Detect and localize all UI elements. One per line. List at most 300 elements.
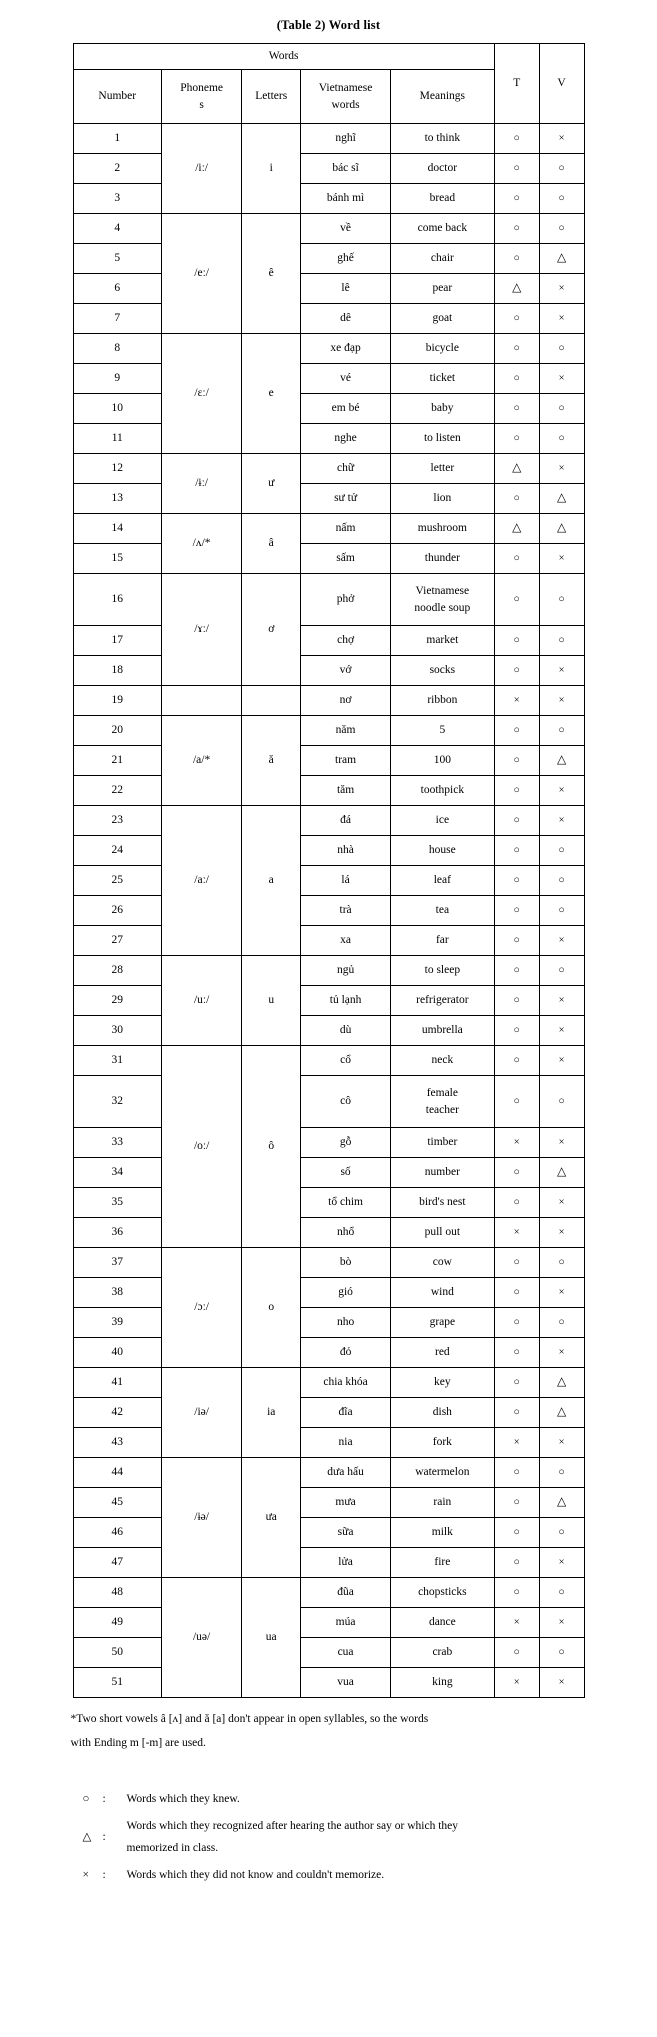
cell-number: 16 [73,574,162,626]
cell-mark-t [494,986,539,1016]
cell-phoneme: /eː/ [162,214,242,334]
circle-icon: ○ [558,875,565,887]
cell-number: 50 [73,1638,162,1668]
cell-number: 43 [73,1428,162,1458]
cross-icon: × [558,133,565,145]
cell-meaning: to listen [390,424,494,454]
legend-colon: : [102,1831,106,1844]
cell-meaning: far [390,926,494,956]
cell-mark-v [539,1188,584,1218]
cross-icon: × [513,1617,520,1629]
legend-text [127,1865,609,1887]
cell-vietnamese-word: nia [301,1428,391,1458]
cross-icon: × [558,1227,565,1239]
cell-meaning: chopsticks [390,1578,494,1608]
circle-icon: ○ [558,1467,565,1479]
cell-meaning: goat [390,304,494,334]
circle-icon: ○ [513,1407,520,1419]
cell-meaning: baby [390,394,494,424]
cell-mark-t [494,1398,539,1428]
cell-mark-v [539,956,584,986]
cell-number: 1 [73,124,162,154]
cell-mark-t [494,716,539,746]
cross-icon: × [513,1227,520,1239]
header-col-t: T [494,44,539,124]
cell-vietnamese-word: chia khóa [301,1368,391,1398]
cell-number: 8 [73,334,162,364]
cell-vietnamese-word: tram [301,746,391,776]
legend-row [83,1816,609,1860]
table-row [73,1578,584,1608]
legend-text [127,1816,609,1860]
cross-icon: × [558,373,565,385]
table-row [73,806,584,836]
cell-number: 6 [73,274,162,304]
cell-phoneme: /aː/ [162,806,242,956]
cell-vietnamese-word: nghĩ [301,124,391,154]
circle-icon: ○ [513,433,520,445]
table-row [73,1188,584,1218]
cell-number: 11 [73,424,162,454]
cell-mark-v [539,214,584,244]
cell-meaning: milk [390,1518,494,1548]
cell-number: 7 [73,304,162,334]
cell-meaning: dish [390,1398,494,1428]
circle-icon: ○ [558,343,565,355]
circle-icon: ○ [513,935,520,947]
cell-letter: ê [242,214,301,334]
cross-icon: × [558,1025,565,1037]
circle-icon: ○ [513,1025,520,1037]
circle-icon: ○ [558,725,565,737]
cell-number: 48 [73,1578,162,1608]
table-row [73,1428,584,1458]
cell-meaning-line2: noodle soup [414,601,471,614]
cell-vietnamese-word: sư tử [301,484,391,514]
cross-icon: × [558,1617,565,1629]
circle-icon: ○ [513,1197,520,1209]
cell-mark-t [494,1128,539,1158]
cross-icon: × [558,1137,565,1149]
cell-mark-v [539,454,584,484]
cell-number: 42 [73,1398,162,1428]
cell-phoneme: /ʌ/* [162,514,242,574]
cell-number: 32 [73,1076,162,1128]
cell-meaning: to sleep [390,956,494,986]
table-row [73,866,584,896]
cell-meaning: socks [390,656,494,686]
cell-meaning: pear [390,274,494,304]
table-footnote [69,1707,589,1755]
circle-icon: ○ [513,1587,520,1599]
cell-mark-t [494,1248,539,1278]
header-col-phonemes-line1: Phoneme [180,81,224,94]
table-row [73,424,584,454]
cell-mark-t [494,574,539,626]
cell-mark-v [539,394,584,424]
cell-meaning: wind [390,1278,494,1308]
cell-mark-v [539,1046,584,1076]
cell-mark-t [494,1608,539,1638]
cell-letter: e [242,334,301,454]
circle-icon: ○ [513,1647,520,1659]
table-row [73,514,584,544]
table-row [73,656,584,686]
legend-colon: : [102,1793,106,1806]
cell-vietnamese-word: đĩa [301,1398,391,1428]
cell-mark-t [494,1578,539,1608]
legend-colon: : [102,1868,106,1881]
cell-mark-v [539,1428,584,1458]
cell-number: 29 [73,986,162,1016]
cell-mark-v [539,124,584,154]
cell-mark-t [494,1278,539,1308]
cell-vietnamese-word: trà [301,896,391,926]
circle-icon: ○ [513,193,520,205]
circle-icon: ○ [513,995,520,1007]
table-row [73,1278,584,1308]
cell-vietnamese-word: cua [301,1638,391,1668]
circle-icon: ○ [513,785,520,797]
circle-icon: ○ [558,965,565,977]
cell-mark-v [539,1076,584,1128]
cell-number: 24 [73,836,162,866]
table-row [73,1398,584,1428]
cross-icon: × [513,1437,520,1449]
cell-meaning: letter [390,454,494,484]
cell-mark-v [539,806,584,836]
circle-icon: ○ [558,635,565,647]
circle-icon: ○ [513,815,520,827]
cell-mark-t [494,1016,539,1046]
cell-vietnamese-word: bác sĩ [301,154,391,184]
triangle-icon: △ [556,250,567,265]
cell-letter: ưa [242,1458,301,1578]
header-col-phonemes [162,70,242,124]
cell-mark-v [539,1518,584,1548]
cell-number: 12 [73,454,162,484]
cell-vietnamese-word: lê [301,274,391,304]
table-row [73,214,584,244]
circle-icon: ○ [513,253,520,265]
table-row [73,716,584,746]
circle-icon: ○ [513,1467,520,1479]
cell-mark-v [539,184,584,214]
cell-meaning: mushroom [390,514,494,544]
cell-phoneme: /ɨə/ [162,1458,242,1578]
footnote-line-1: *Two short vowels â [ʌ] and ă [a] don't appear in open syllables, so the words [70,1713,429,1725]
cell-mark-t [494,514,539,544]
cell-mark-v [539,484,584,514]
cell-vietnamese-word: năm [301,716,391,746]
circle-icon: ○ [513,553,520,565]
cell-vietnamese-word: xa [301,926,391,956]
cell-mark-v [539,926,584,956]
cell-vietnamese-word: phở [301,574,391,626]
cross-icon: × [558,785,565,797]
cell-number: 38 [73,1278,162,1308]
cell-mark-t [494,866,539,896]
cell-mark-t [494,304,539,334]
cell-vietnamese-word: nhổ [301,1218,391,1248]
cell-letter: i [242,124,301,214]
cell-number: 22 [73,776,162,806]
cell-meaning: bird's nest [390,1188,494,1218]
table-row [73,686,584,716]
cell-meaning: tea [390,896,494,926]
triangle-icon: △ [556,1164,567,1179]
cell-vietnamese-word: gỗ [301,1128,391,1158]
cell-number: 37 [73,1248,162,1278]
cross-icon: × [513,695,520,707]
circle-icon: ○ [558,1527,565,1539]
cell-vietnamese-word: nghe [301,424,391,454]
cell-phoneme: /ɛː/ [162,334,242,454]
cell-mark-v [539,656,584,686]
header-row-group [73,44,584,70]
cell-meaning: refrigerator [390,986,494,1016]
cell-letter: â [242,514,301,574]
cell-vietnamese-word: múa [301,1608,391,1638]
cell-phoneme-empty [162,686,242,716]
cell-meaning: grape [390,1308,494,1338]
cell-vietnamese-word: dù [301,1016,391,1046]
cell-mark-t [494,424,539,454]
table-row [73,544,584,574]
cell-mark-v [539,1398,584,1428]
cell-vietnamese-word: mưa [301,1488,391,1518]
triangle-icon: △ [556,752,567,767]
cell-mark-v [539,1016,584,1046]
cross-icon: × [513,1677,520,1689]
table-row [73,574,584,626]
cell-number: 17 [73,626,162,656]
table-row [73,364,584,394]
cell-meaning: king [390,1668,494,1698]
cell-meaning: ticket [390,364,494,394]
circle-icon: ○ [558,1587,565,1599]
cell-mark-t [494,544,539,574]
triangle-icon: △ [512,520,522,535]
table-row [73,1668,584,1698]
legend-text [127,1789,609,1811]
cell-phoneme: /ɤː/ [162,574,242,686]
circle-icon: ○ [513,1287,520,1299]
circle-icon: ○ [513,965,520,977]
cell-vietnamese-word: chợ [301,626,391,656]
table-row [73,244,584,274]
cell-mark-t [494,1428,539,1458]
cell-vietnamese-word: vé [301,364,391,394]
triangle-icon: △ [556,1374,567,1389]
cell-number: 4 [73,214,162,244]
cell-mark-v [539,544,584,574]
cell-phoneme: /iə/ [162,1368,242,1458]
cell-vietnamese-word: đũa [301,1578,391,1608]
cross-icon: × [558,995,565,1007]
cross-icon: × [558,815,565,827]
circle-icon: ○ [513,725,520,737]
circle-icon: ○ [82,1793,90,1806]
cell-mark-t [494,1668,539,1698]
table-row [73,1488,584,1518]
cell-meaning: thunder [390,544,494,574]
cell-mark-v [539,304,584,334]
cell-vietnamese-word: xe đạp [301,334,391,364]
cell-mark-t [494,956,539,986]
cell-mark-v [539,1668,584,1698]
cell-phoneme: /a/* [162,716,242,806]
cell-phoneme: /ɨː/ [162,454,242,514]
circle-icon: ○ [513,313,520,325]
circle-icon: ○ [513,1257,520,1269]
cell-meaning: bicycle [390,334,494,364]
cross-icon: × [558,313,565,325]
word-list-table [73,43,585,1698]
circle-icon: ○ [513,635,520,647]
circle-icon: ○ [513,1527,520,1539]
table-row [73,986,584,1016]
table-row [73,1608,584,1638]
cell-mark-t [494,836,539,866]
cell-mark-t [494,1368,539,1398]
cell-mark-v [539,514,584,544]
cell-number: 23 [73,806,162,836]
header-col-letters: Letters [242,70,301,124]
cell-mark-t [494,1218,539,1248]
table-row [73,926,584,956]
cell-letter: o [242,1248,301,1368]
cell-vietnamese-word: sữa [301,1518,391,1548]
cell-meaning: 100 [390,746,494,776]
table-row [73,124,584,154]
circle-icon: ○ [513,1167,520,1179]
table-row [73,1308,584,1338]
circle-icon: ○ [558,905,565,917]
page-title: (Table 2) Word list [276,18,381,32]
cross-icon: × [558,1677,565,1689]
cell-mark-v [539,154,584,184]
circle-icon: ○ [558,1257,565,1269]
table-row [73,1548,584,1578]
cell-number: 40 [73,1338,162,1368]
cell-meaning [390,574,494,626]
table-header [73,44,584,124]
cell-mark-v [539,1368,584,1398]
cell-meaning-line2: teacher [425,1103,459,1116]
cell-mark-v [539,746,584,776]
cell-letter-empty [242,686,301,716]
cell-meaning: number [390,1158,494,1188]
header-col-phonemes-line2: s [199,98,204,111]
cell-phoneme: /ɔː/ [162,1248,242,1368]
cell-letter: ia [242,1368,301,1458]
circle-icon: ○ [513,845,520,857]
cell-number: 27 [73,926,162,956]
cell-mark-t [494,926,539,956]
table-row [73,1218,584,1248]
circle-icon: ○ [513,905,520,917]
cell-meaning: pull out [390,1218,494,1248]
word-list-table-wrapper [73,43,585,1698]
cell-vietnamese-word: bánh mì [301,184,391,214]
circle-icon: ○ [558,193,565,205]
table-row [73,1518,584,1548]
table-row [73,394,584,424]
cell-meaning: fire [390,1548,494,1578]
cell-mark-t [494,1338,539,1368]
cell-meaning [390,1076,494,1128]
cross-icon: × [558,1347,565,1359]
header-col-meanings: Meanings [390,70,494,124]
cross-icon: × [558,553,565,565]
cell-mark-t [494,626,539,656]
cell-meaning: key [390,1368,494,1398]
cell-meaning: doctor [390,154,494,184]
cell-mark-v [539,334,584,364]
circle-icon: ○ [513,373,520,385]
cross-icon: × [558,665,565,677]
cross-icon: × [558,1557,565,1569]
circle-icon: ○ [513,163,520,175]
header-col-vietnamese-line2: words [331,98,360,111]
circle-icon: ○ [558,1096,565,1108]
cell-mark-v [539,1578,584,1608]
cell-meaning: cow [390,1248,494,1278]
circle-icon: ○ [513,1347,520,1359]
cell-vietnamese-word: nhà [301,836,391,866]
cell-vietnamese-word: vua [301,1668,391,1698]
cell-number: 28 [73,956,162,986]
circle-icon: ○ [513,223,520,235]
cell-mark-t [494,896,539,926]
cell-letter: ư [242,454,301,514]
cell-vietnamese-word: nơ [301,686,391,716]
triangle-icon: △ [556,1494,567,1509]
cross-icon: × [558,463,565,475]
cell-letter: ơ [242,574,301,686]
cell-mark-v [539,986,584,1016]
cell-meaning: timber [390,1128,494,1158]
cell-mark-v [539,716,584,746]
legend-row [83,1789,609,1811]
legend-text-line1: Words which they knew. [126,1793,240,1806]
cell-number: 44 [73,1458,162,1488]
cell-mark-t [494,686,539,716]
table-row [73,304,584,334]
circle-icon: ○ [513,403,520,415]
cell-letter: ô [242,1046,301,1248]
cell-vietnamese-word: lửa [301,1548,391,1578]
circle-icon: ○ [558,594,565,606]
table-row [73,184,584,214]
cell-meaning: ice [390,806,494,836]
cell-number: 31 [73,1046,162,1076]
cell-mark-v [539,1638,584,1668]
cell-mark-v [539,1308,584,1338]
circle-icon: ○ [558,845,565,857]
cell-mark-v [539,866,584,896]
cell-number: 21 [73,746,162,776]
cell-vietnamese-word: về [301,214,391,244]
cell-number: 33 [73,1128,162,1158]
circle-icon: ○ [513,1497,520,1509]
cross-icon: × [558,1055,565,1067]
triangle-icon: △ [512,460,522,475]
table-row [73,956,584,986]
cell-mark-t [494,776,539,806]
table-row [73,484,584,514]
